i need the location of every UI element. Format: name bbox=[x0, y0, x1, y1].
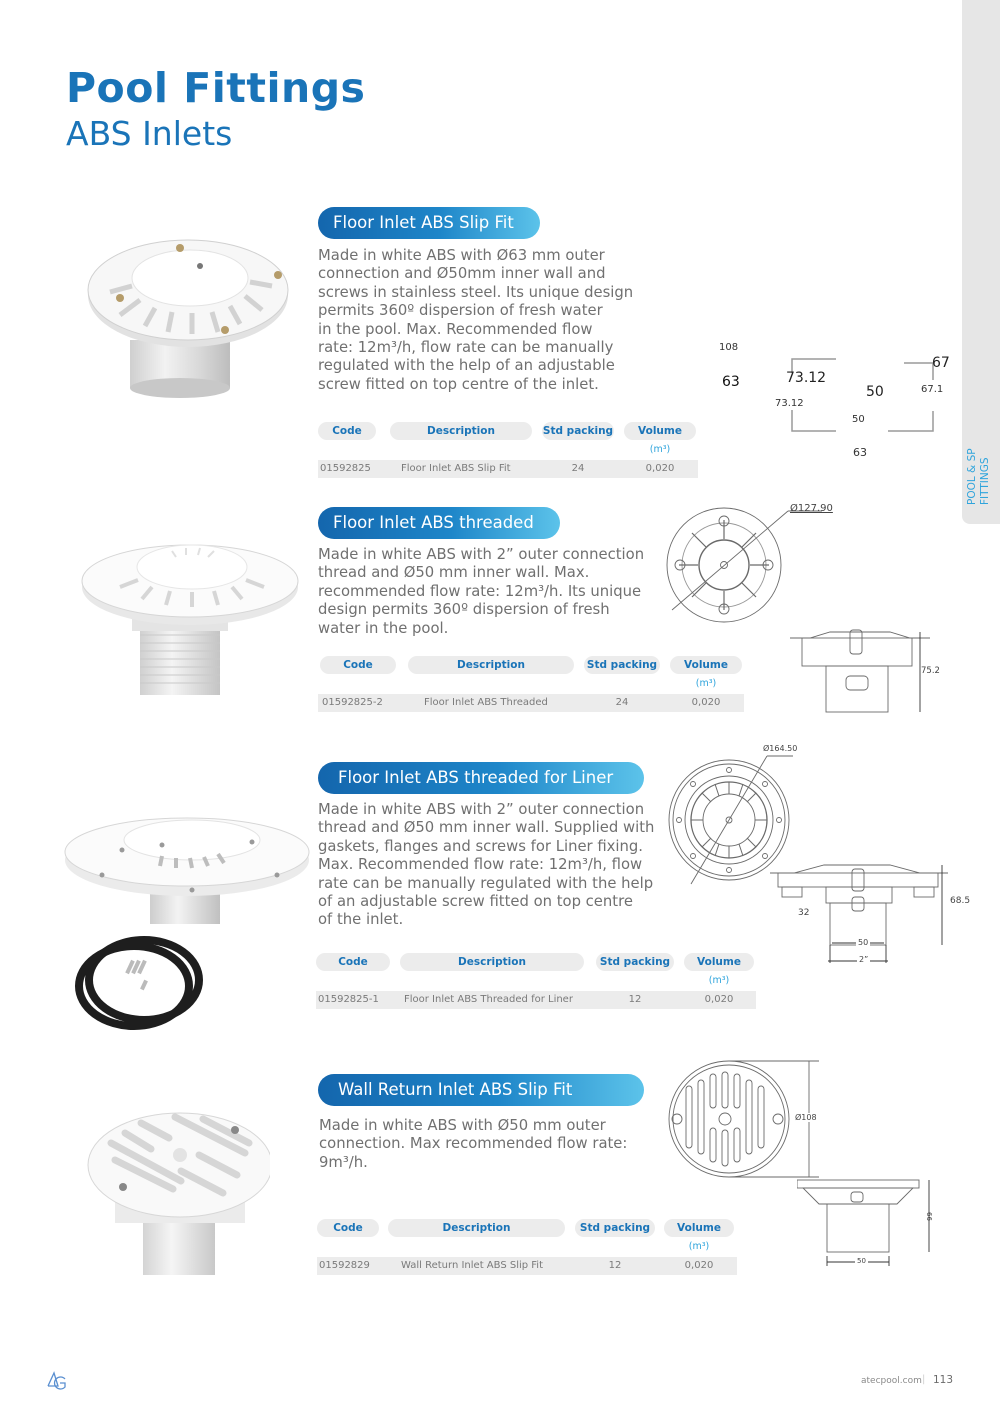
side-tab-line1: POOL & SP bbox=[966, 448, 978, 505]
cell-description: Wall Return Inlet ABS Slip Fit bbox=[401, 1260, 543, 1271]
product-description: Made in white ABS with 2” outer connection thread and Ø50 mm inner wall. Supplied with gaskets, flanges and screws for Liner fixing. Max. Recommended flow rate: 12m³/h, flow rate can be manually regulated with the help of an adjustable screw fitted on top centre of the inlet. bbox=[318, 801, 655, 929]
cell-code: 01592825 bbox=[320, 463, 371, 474]
product-photo-wall-return-inlet bbox=[85, 1105, 270, 1275]
volume-unit: (m³) bbox=[708, 975, 730, 986]
col-header-description: Description bbox=[408, 656, 574, 674]
dim-label: 68.5 bbox=[950, 896, 971, 906]
cell-code: 01592825-2 bbox=[322, 697, 383, 708]
footer-website: atecpool.com bbox=[861, 1376, 922, 1386]
col-header-packing: Std packing bbox=[542, 422, 614, 440]
dim-label: 50 bbox=[852, 414, 865, 425]
dim-label: 2” bbox=[859, 955, 869, 964]
product-description: Made in white ABS with Ø50 mm outer connection. Max recommended flow rate: 9m³/h. bbox=[319, 1117, 628, 1171]
col-header-packing: Std packing bbox=[575, 1219, 655, 1237]
cell-description: Floor Inlet ABS Slip Fit bbox=[401, 463, 511, 474]
volume-unit: (m³) bbox=[649, 444, 671, 455]
dim-label: 66 bbox=[925, 1212, 933, 1221]
col-header-description: Description bbox=[388, 1219, 565, 1237]
cell-code: 01592829 bbox=[319, 1260, 370, 1271]
cell-description: Floor Inlet ABS Threaded bbox=[424, 697, 548, 708]
dim-label: 73.12 bbox=[786, 370, 827, 386]
dim-label: 50 bbox=[857, 1257, 866, 1265]
dim-label: 32 bbox=[798, 908, 810, 918]
cell-packing: 12 bbox=[608, 1260, 622, 1271]
dim-label: Ø108 bbox=[795, 1113, 817, 1122]
footer-separator: | bbox=[922, 1374, 926, 1385]
company-logo bbox=[46, 1370, 68, 1396]
dim-label: Ø164.50 bbox=[763, 744, 798, 753]
side-tab-label bbox=[966, 425, 992, 505]
col-header-code: Code bbox=[317, 1219, 379, 1237]
product-description: Made in white ABS with Ø63 mm outer connection and Ø50mm inner wall and screws in stainless steel. Its unique design permits 360º dispersion of fresh water in the pool. Max. Recommended flow rate: 12m³/h, flow rate can be manually regulated with the help of an adjustable screw fitted on top centre of the inlet. bbox=[318, 247, 634, 393]
dim-label: 108 bbox=[719, 342, 739, 353]
cell-code: 01592825-1 bbox=[318, 994, 379, 1005]
technical-drawing-liner-side bbox=[770, 863, 950, 968]
dim-label: 63 bbox=[853, 446, 867, 459]
col-header-code: Code bbox=[320, 656, 396, 674]
col-header-description: Description bbox=[400, 953, 584, 971]
dim-label: 50 bbox=[866, 384, 884, 400]
cell-volume: 0,020 bbox=[704, 994, 734, 1005]
dim-label: Ø127.90 bbox=[790, 503, 833, 514]
dim-label: 67 bbox=[932, 355, 950, 371]
col-header-packing: Std packing bbox=[596, 953, 674, 971]
col-header-volume: Volume bbox=[670, 656, 742, 674]
col-header-code: Code bbox=[318, 422, 376, 440]
product-photo-floor-inlet-slip-fit bbox=[80, 230, 305, 410]
page-subtitle: ABS Inlets bbox=[66, 114, 233, 153]
volume-unit: (m³) bbox=[695, 678, 717, 689]
product-title-floor-inlet-slip-fit: Floor Inlet ABS Slip Fit bbox=[318, 207, 540, 239]
col-header-packing: Std packing bbox=[584, 656, 660, 674]
cell-packing: 24 bbox=[615, 697, 629, 708]
cell-packing: 12 bbox=[628, 994, 642, 1005]
product-photo-floor-inlet-threaded bbox=[80, 525, 305, 700]
technical-drawing-threaded-side bbox=[790, 628, 930, 714]
cell-volume: 0,020 bbox=[645, 463, 675, 474]
spec-table bbox=[318, 422, 698, 482]
cell-packing: 24 bbox=[571, 463, 585, 474]
product-title-wall-return-inlet: Wall Return Inlet ABS Slip Fit bbox=[318, 1074, 644, 1106]
dim-label: 67.1 bbox=[921, 384, 944, 395]
product-title-floor-inlet-threaded: Floor Inlet ABS threaded bbox=[318, 507, 560, 539]
col-header-volume: Volume bbox=[664, 1219, 734, 1237]
product-description: Made in white ABS with 2” outer connection thread and Ø50 mm inner wall. Max. recommended flow rate: 12m³/h. Its unique design permits 360º dispersion of fresh water in the pool. bbox=[318, 546, 645, 637]
product-title-floor-inlet-threaded-liner: Floor Inlet ABS threaded for Liner bbox=[318, 762, 644, 794]
dim-label: 73.12 bbox=[775, 398, 804, 409]
col-header-volume: Volume bbox=[684, 953, 754, 971]
col-header-volume: Volume bbox=[624, 422, 696, 440]
cell-volume: 0,020 bbox=[684, 1260, 714, 1271]
dim-label: 75.2 bbox=[921, 666, 940, 676]
spec-table bbox=[316, 953, 756, 1013]
cell-description: Floor Inlet ABS Threaded for Liner bbox=[404, 994, 573, 1005]
cell-volume: 0,020 bbox=[691, 697, 721, 708]
product-photo-floor-inlet-threaded-liner bbox=[62, 800, 312, 1030]
col-header-description: Description bbox=[390, 422, 532, 440]
page-title: Pool Fittings bbox=[66, 64, 366, 112]
spec-table bbox=[318, 656, 744, 716]
dim-label: 63 bbox=[722, 374, 740, 390]
spec-table bbox=[317, 1219, 739, 1279]
dim-label: 50 bbox=[858, 938, 869, 947]
side-tab-line2: FITTINGS bbox=[979, 457, 991, 505]
technical-drawing-threaded-top bbox=[662, 505, 822, 625]
col-header-code: Code bbox=[316, 953, 390, 971]
volume-unit: (m³) bbox=[688, 1241, 710, 1252]
page-number: 113 bbox=[933, 1374, 954, 1386]
